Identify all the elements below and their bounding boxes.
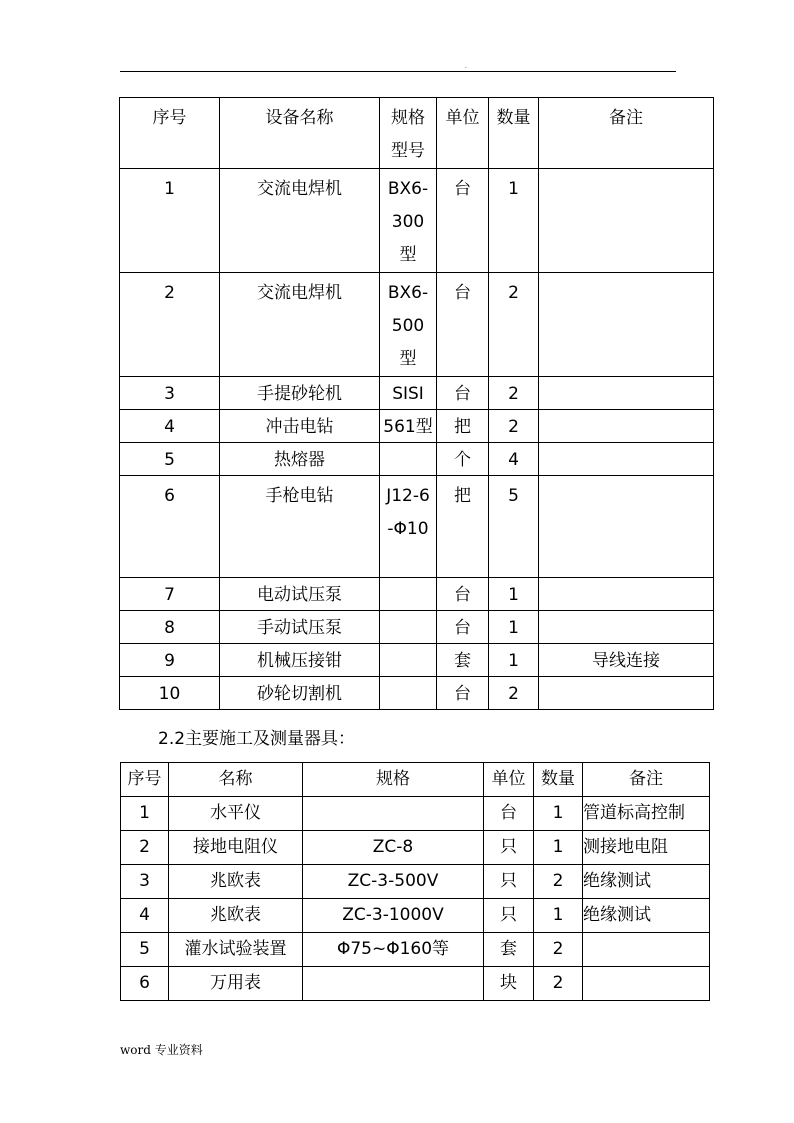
row-qty: 1 — [489, 578, 539, 611]
header-cell-no: 序号 — [120, 98, 220, 169]
row-qty: 2 — [534, 967, 583, 1001]
row-unit: 台 — [437, 578, 489, 611]
row-no: 2 — [120, 273, 220, 377]
row-unit: 套 — [484, 933, 534, 967]
row-name: 手提砂轮机 — [220, 377, 380, 410]
row-no: 4 — [120, 410, 220, 443]
table-row — [121, 865, 710, 899]
row-note — [539, 410, 714, 443]
row-qty: 1 — [534, 831, 583, 865]
row-name: 手枪电钻 — [220, 476, 380, 578]
row-unit: 台 — [437, 611, 489, 644]
row-note — [539, 443, 714, 476]
row-spec — [380, 611, 437, 644]
table-row — [120, 611, 714, 644]
row-qty: 2 — [534, 933, 583, 967]
header-cell-spec: 规格 — [303, 763, 484, 797]
row-note — [539, 273, 714, 377]
row-unit: 只 — [484, 865, 534, 899]
row-note — [539, 677, 714, 710]
table-row — [121, 797, 710, 831]
table-header-row — [121, 763, 710, 797]
table-row — [120, 169, 714, 273]
row-spec: BX6-300型 — [380, 169, 437, 273]
row-name: 交流电焊机 — [220, 273, 380, 377]
row-note — [539, 578, 714, 611]
table-row — [121, 967, 710, 1001]
row-name: 接地电阻仪 — [169, 831, 303, 865]
row-name: 灌水试验装置 — [169, 933, 303, 967]
row-no: 7 — [120, 578, 220, 611]
header-cell-no: 序号 — [121, 763, 169, 797]
table-row — [121, 831, 710, 865]
header-cell-unit: 单位 — [484, 763, 534, 797]
table-row — [120, 677, 714, 710]
row-no: 5 — [121, 933, 169, 967]
row-unit: 台 — [437, 273, 489, 377]
row-unit: 只 — [484, 899, 534, 933]
row-note — [539, 611, 714, 644]
row-spec — [303, 797, 484, 831]
row-qty: 2 — [489, 273, 539, 377]
header-cell-note: 备注 — [583, 763, 710, 797]
row-no: 8 — [120, 611, 220, 644]
row-name: 兆欧表 — [169, 899, 303, 933]
row-spec: 561型 — [380, 410, 437, 443]
row-no: 10 — [120, 677, 220, 710]
row-qty: 4 — [489, 443, 539, 476]
row-spec — [380, 644, 437, 677]
row-note: 导线连接 — [539, 644, 714, 677]
row-note — [539, 377, 714, 410]
row-name: 交流电焊机 — [220, 169, 380, 273]
row-no: 4 — [121, 899, 169, 933]
row-unit: 把 — [437, 410, 489, 443]
row-spec — [303, 967, 484, 1001]
row-note — [539, 169, 714, 273]
row-no: 3 — [121, 865, 169, 899]
table-row — [120, 377, 714, 410]
row-name: 热熔器 — [220, 443, 380, 476]
row-spec — [380, 443, 437, 476]
row-qty: 1 — [489, 169, 539, 273]
row-qty: 1 — [534, 797, 583, 831]
row-qty: 5 — [489, 476, 539, 578]
header-cell-qty: 数量 — [489, 98, 539, 169]
row-unit: 只 — [484, 831, 534, 865]
table-header-row — [120, 98, 714, 169]
row-spec: J12-6-Φ10 — [380, 476, 437, 578]
table-row — [120, 644, 714, 677]
row-unit: 把 — [437, 476, 489, 578]
row-name: 砂轮切割机 — [220, 677, 380, 710]
row-spec — [380, 578, 437, 611]
row-no: 5 — [120, 443, 220, 476]
equipment-table — [119, 97, 714, 710]
row-no: 1 — [120, 169, 220, 273]
header-cell-name: 设备名称 — [220, 98, 380, 169]
row-name: 冲击电钻 — [220, 410, 380, 443]
row-note — [539, 476, 714, 578]
row-note: 绝缘测试 — [583, 899, 710, 933]
row-qty: 2 — [489, 410, 539, 443]
header-rule — [120, 71, 676, 72]
row-qty: 1 — [534, 899, 583, 933]
table-row — [121, 899, 710, 933]
row-spec: BX6-500型 — [380, 273, 437, 377]
header-dot: . — [465, 63, 467, 70]
row-unit: 套 — [437, 644, 489, 677]
measuring-tools-table — [120, 762, 710, 1001]
row-name: 万用表 — [169, 967, 303, 1001]
row-note — [583, 967, 710, 1001]
row-spec: ZC-3-500V — [303, 865, 484, 899]
row-no: 2 — [121, 831, 169, 865]
row-spec: ZC-8 — [303, 831, 484, 865]
row-unit: 台 — [484, 797, 534, 831]
row-no: 6 — [120, 476, 220, 578]
row-qty: 1 — [489, 611, 539, 644]
row-name: 兆欧表 — [169, 865, 303, 899]
row-qty: 2 — [489, 677, 539, 710]
row-unit: 块 — [484, 967, 534, 1001]
header-cell-spec: 规格型号 — [380, 98, 437, 169]
header-cell-name: 名称 — [169, 763, 303, 797]
row-unit: 个 — [437, 443, 489, 476]
row-no: 6 — [121, 967, 169, 1001]
table-row — [121, 933, 710, 967]
row-no: 9 — [120, 644, 220, 677]
row-spec — [380, 677, 437, 710]
header-cell-unit: 单位 — [437, 98, 489, 169]
header-cell-note: 备注 — [539, 98, 714, 169]
header-cell-qty: 数量 — [534, 763, 583, 797]
row-no: 3 — [120, 377, 220, 410]
row-unit: 台 — [437, 677, 489, 710]
footer-text: word 专业资料 — [120, 1043, 203, 1057]
row-name: 机械压接钳 — [220, 644, 380, 677]
row-qty: 2 — [489, 377, 539, 410]
row-qty: 2 — [534, 865, 583, 899]
row-name: 手动试压泵 — [220, 611, 380, 644]
row-note: 测接地电阻 — [583, 831, 710, 865]
row-note — [583, 933, 710, 967]
table-row — [120, 476, 714, 578]
table-row — [120, 273, 714, 377]
table-row — [120, 578, 714, 611]
row-qty: 1 — [489, 644, 539, 677]
table-row — [120, 443, 714, 476]
row-spec: SISI — [380, 377, 437, 410]
row-unit: 台 — [437, 377, 489, 410]
section-title: 2.2主要施工及测量器具： — [158, 729, 356, 749]
row-name: 水平仪 — [169, 797, 303, 831]
row-note: 绝缘测试 — [583, 865, 710, 899]
row-spec: ZC-3-1000V — [303, 899, 484, 933]
row-unit: 台 — [437, 169, 489, 273]
row-spec: Φ75~Φ160等 — [303, 933, 484, 967]
row-no: 1 — [121, 797, 169, 831]
row-note: 管道标高控制 — [583, 797, 710, 831]
table-row — [120, 410, 714, 443]
row-name: 电动试压泵 — [220, 578, 380, 611]
